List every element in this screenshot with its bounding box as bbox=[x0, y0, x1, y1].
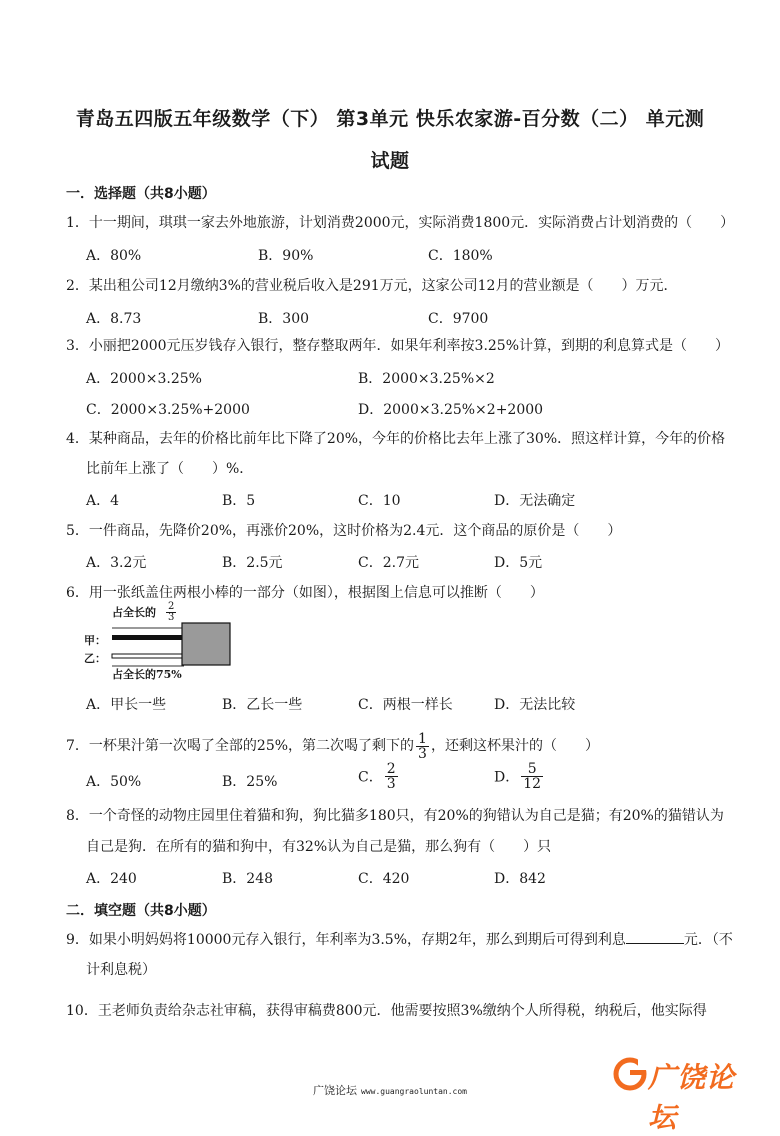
page-title-line1: 青岛五四版五年级数学（下） 第3单元 快乐农家游-百分数（二） 单元测 bbox=[75, 108, 705, 130]
section-heading-fill: 二．填空题（共8小题） bbox=[66, 903, 216, 919]
question-1-option-a: A．80% bbox=[86, 248, 142, 264]
question-5-option-d: D．5元 bbox=[494, 555, 543, 571]
question-4-option-a: A．4 bbox=[86, 493, 120, 509]
question-4-stem: 4．某种商品，去年的价格比前年比下降了20%，今年的价格比去年上涨了30%．照这样计算，今年的价格 bbox=[66, 431, 726, 447]
question-2-stem: 2．某出租公司12月缴纳3%的营业税后收入是291万元，这家公司12月的营业额是（ ）万元． bbox=[66, 278, 678, 294]
question-7-option-c-label: C． bbox=[358, 769, 383, 786]
question-2-option-a: A．8.73 bbox=[86, 311, 142, 327]
question-7-option-c-den: 3 bbox=[386, 776, 396, 792]
question-3-option-c: C．2000×3.25%+2000 bbox=[86, 402, 250, 418]
question-5-option-a: A．3.2元 bbox=[86, 555, 147, 571]
question-7-option-d bbox=[494, 762, 545, 791]
stick-b bbox=[112, 654, 182, 658]
question-3-option-a: A．2000×3.25% bbox=[86, 371, 202, 387]
question-5-option-b: B．2.5元 bbox=[222, 555, 283, 571]
question-1-option-b: B．90% bbox=[258, 248, 314, 264]
question-7-option-a: A．50% bbox=[86, 774, 142, 790]
question-7-stem-b: ，还剩这杯果汁的（ ） bbox=[430, 738, 599, 754]
question-7-option-c-fraction bbox=[385, 762, 398, 791]
question-2-option-b: B．300 bbox=[258, 311, 310, 327]
stick-a bbox=[112, 635, 182, 640]
question-1-stem: 1．十一期间，琪琪一家去外地旅游，计划消费2000元，实际消费1800元．实际消费占计划消费的（ ） bbox=[66, 215, 735, 231]
question-10-stem: 10．王老师负责给杂志社审稿，获得审稿费800元．他需要按照3%缴纳个人所得税，纳税后，他实际得 bbox=[66, 1003, 707, 1019]
question-7-stem bbox=[66, 729, 716, 763]
question-7-fraction-num: 1 bbox=[418, 730, 427, 747]
question-7-option-c-num: 2 bbox=[386, 761, 396, 777]
logo-text: 广饶论坛 bbox=[648, 1061, 736, 1134]
question-4-option-b: B．5 bbox=[222, 493, 256, 509]
question-7-option-d-num: 5 bbox=[521, 762, 543, 777]
figure-bottom-label: 占全长的75% bbox=[112, 668, 182, 681]
question-7-option-d-label: D． bbox=[494, 769, 520, 786]
question-8-stem-cont: 自己是狗．在所有的猫和狗中，有32%认为自己是猫，那么狗有（ ）只 bbox=[86, 839, 552, 855]
question-6-option-c: C．两根一样长 bbox=[358, 697, 453, 713]
question-6-option-d: D．无法比较 bbox=[494, 697, 576, 713]
question-2-option-c: C．9700 bbox=[428, 311, 489, 327]
question-7-option-d-den: 12 bbox=[523, 776, 542, 792]
question-4-stem-cont: 比前年上涨了（ ）%． bbox=[86, 461, 254, 477]
question-3-option-b: B．2000×3.25%×2 bbox=[358, 371, 495, 387]
question-9-stem-cont: 计利息税） bbox=[86, 962, 156, 978]
logo-mark-icon bbox=[612, 1054, 648, 1094]
section-heading-choice: 一．选择题（共8小题） bbox=[66, 186, 216, 202]
question-8-option-b: B．248 bbox=[222, 871, 274, 887]
question-5-option-c: C．2.7元 bbox=[358, 555, 419, 571]
question-4-option-c: C．10 bbox=[358, 493, 401, 509]
question-6-option-b: B．乙长一些 bbox=[222, 697, 303, 713]
question-7-fraction bbox=[416, 732, 429, 761]
question-7-option-c bbox=[358, 762, 400, 791]
figure-label-jia: 甲： bbox=[84, 634, 106, 647]
question-8-option-d: D．842 bbox=[494, 871, 546, 887]
footer-url: www.guangraoluntan.com bbox=[361, 1087, 467, 1096]
question-8-stem: 8．一个奇怪的动物庄园里住着猫和狗，狗比猫多180只，有20%的狗错认为自己是猫；有20%的猫错认为 bbox=[66, 808, 724, 824]
question-9-stem-b: 元．（不 bbox=[683, 932, 733, 948]
question-7-stem-a: 7．一杯果汁第一次喝了全部的25%，第二次喝了剩下的 bbox=[66, 738, 415, 754]
figure-label-yi: 乙： bbox=[84, 652, 106, 665]
question-9-stem-a: 9．如果小明妈妈将10000元存入银行，年利率为3.5%，存期2年，那么到期后可得到利息 bbox=[66, 932, 626, 948]
question-1-option-c: C．180% bbox=[428, 248, 493, 264]
figure-top-label: 占全长的 bbox=[112, 606, 156, 619]
question-7-option-d-fraction bbox=[521, 762, 543, 791]
question-5-stem: 5．一件商品，先降价20%，再涨价20%，这时价格为2.4元．这个商品的原价是（ ） bbox=[66, 523, 622, 539]
site-logo bbox=[612, 1052, 762, 1134]
question-7-option-b: B．25% bbox=[222, 774, 278, 790]
question-3-option-d: D．2000×3.25%×2+2000 bbox=[358, 402, 544, 418]
sticks-paper-figure bbox=[84, 601, 244, 684]
question-6-option-a: A．甲长一些 bbox=[86, 697, 167, 713]
footer-site-name: 广饶论坛 bbox=[313, 1084, 358, 1097]
page-title-line2: 试题 bbox=[370, 150, 410, 172]
question-3-stem: 3．小丽把2000元压岁钱存入银行，整存整取两年．如果年利率按3.25%计算，到期的利息算式是（ ） bbox=[66, 338, 730, 354]
question-8-option-c: C．420 bbox=[358, 871, 410, 887]
question-7-fraction-den: 3 bbox=[418, 745, 427, 762]
question-6-stem: 6．用一张纸盖住两根小棒的一部分（如图），根据图上信息可以推断（ ） bbox=[66, 585, 544, 601]
figure-top-fraction-den: 3 bbox=[168, 612, 175, 623]
cover-paper bbox=[182, 623, 230, 665]
question-4-option-d: D．无法确定 bbox=[494, 493, 576, 509]
question-9-stem bbox=[66, 929, 733, 950]
question-9-answer-blank[interactable] bbox=[626, 929, 684, 944]
figure-top-fraction-num: 2 bbox=[168, 601, 175, 612]
question-8-option-a: A．240 bbox=[86, 871, 137, 887]
